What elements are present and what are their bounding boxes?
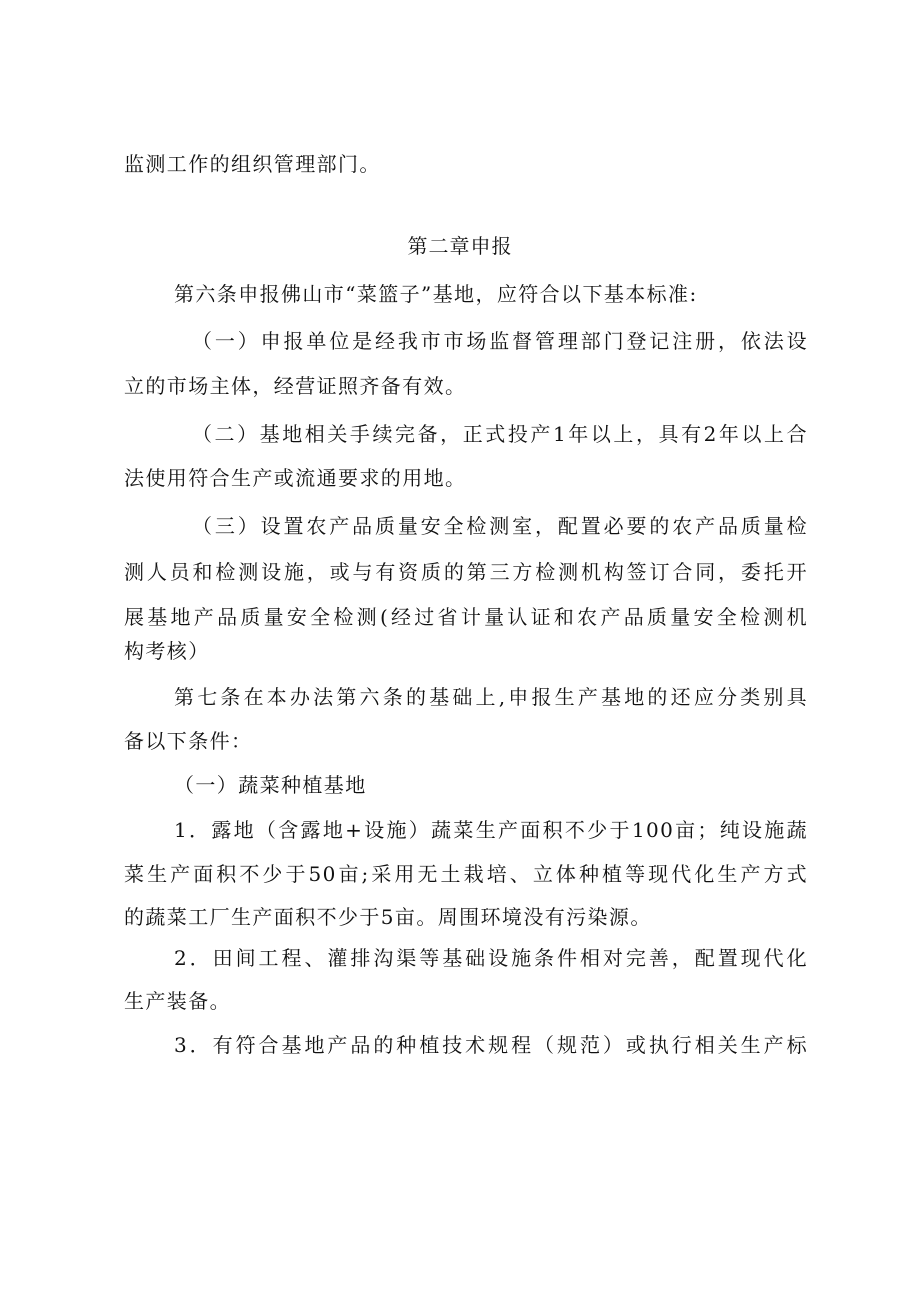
paragraph-line: （一）申报单位是经我市市场监督管理部门登记注册，依法设 [192, 329, 808, 353]
paragraph-line: 构考核） [124, 639, 210, 663]
paragraph-line: 展基地产品质量安全检测(经过省计量认证和农产品质量安全检测机 [124, 605, 808, 629]
paragraph-line: 的蔬菜工厂生产面积不少于5亩。周围环境没有污染源。 [124, 905, 652, 929]
paragraph-line: 3．有符合基地产品的种植技术规程（规范）或执行相关生产标 [174, 1033, 808, 1057]
paragraph-line: 测人员和检测设施，或与有资质的第三方检测机构签订合同，委托开 [124, 560, 808, 584]
paragraph-line: 2．田间工程、灌排沟渠等基础设施条件相对完善，配置现代化 [174, 946, 808, 970]
subsection-heading: （一）蔬菜种植基地 [174, 773, 367, 797]
paragraph-line: 生产装备。 [124, 989, 231, 1013]
paragraph-line: 法使用符合生产或流通要求的用地。 [124, 466, 467, 490]
paragraph-line: （二）基地相关手续完备，正式投产1年以上，具有2年以上合 [192, 422, 808, 446]
paragraph-line: 监测工作的组织管理部门。 [124, 152, 381, 176]
paragraph-line: 备以下条件： [124, 729, 253, 753]
paragraph-line: 菜生产面积不少于50亩;采用无土栽培、立体种植等现代化生产方式 [124, 862, 808, 886]
paragraph-line: 立的市场主体，经营证照齐备有效。 [124, 374, 467, 398]
paragraph-line: 1．露地（含露地+设施）蔬菜生产面积不少于100亩；纯设施蔬 [174, 818, 808, 842]
chapter-heading: 第二章申报 [407, 234, 513, 258]
paragraph-line: （三）设置农产品质量安全检测室，配置必要的农产品质量检 [192, 514, 808, 538]
article-6-heading: 第六条申报佛山市“菜篮子”基地，应符合以下基本标准: [174, 282, 698, 306]
article-7-heading: 第七条在本办法第六条的基础上,申报生产基地的还应分类别具 [174, 685, 808, 709]
